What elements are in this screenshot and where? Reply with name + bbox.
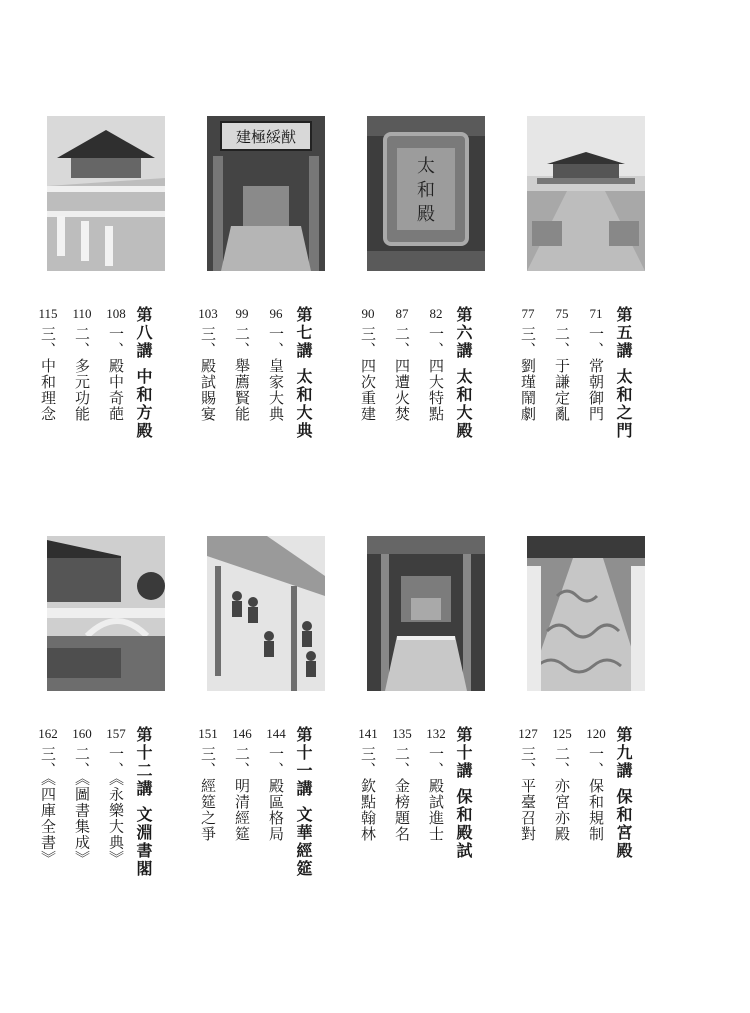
chapter-11-block (198, 536, 325, 936)
chapter-topic: 太和大典 (294, 368, 313, 440)
toc-entry[interactable] (421, 306, 455, 516)
toc-entry[interactable] (67, 726, 101, 936)
chapter-11-photo (207, 536, 325, 691)
page-number: 99 (235, 306, 249, 321)
library-pond-image (47, 536, 165, 691)
page-number: 132 (426, 726, 446, 741)
page-number: 127 (518, 726, 538, 741)
toc-entry[interactable] (513, 306, 547, 516)
gate-courtyard-image (527, 116, 645, 271)
entry-title: 三、中和理念 (39, 326, 57, 422)
page-number: 75 (555, 306, 569, 321)
page-number: 162 (38, 726, 58, 741)
chapter-10-entries (353, 726, 485, 936)
toc-entry[interactable] (353, 306, 387, 516)
page-number: 157 (106, 726, 126, 741)
toc-entry[interactable] (547, 306, 581, 516)
entry-title: 一、保和規制 (587, 746, 605, 842)
entry-title: 三、《四庫全書》 (39, 746, 57, 867)
chapter-9-block (518, 536, 645, 936)
toc-entry[interactable] (547, 726, 581, 936)
page-number: 141 (358, 726, 378, 741)
entry-title: 三、殿試賜宴 (199, 326, 217, 422)
entry-title: 三、平臺召對 (519, 746, 537, 842)
chapter-heading (135, 726, 165, 936)
entry-title: 二、多元功能 (73, 326, 91, 422)
throne-interior-image (367, 536, 485, 691)
chapter-11-entries (193, 726, 325, 936)
plaque-image (367, 116, 485, 271)
chapter-12-entries (33, 726, 165, 936)
pavilion-image (47, 116, 165, 271)
chapter-8-block (38, 116, 165, 516)
toc-entry[interactable] (33, 726, 67, 936)
chapter-5-entries (513, 306, 645, 516)
chapter-topic: 太和大殿 (454, 368, 473, 440)
entry-title: 三、四次重建 (359, 326, 377, 422)
chapter-7-block (198, 116, 325, 516)
chapter-number: 第十一講 (294, 726, 313, 798)
entry-title: 二、金榜題名 (393, 746, 411, 842)
toc-entry[interactable] (193, 726, 227, 936)
entry-title: 二、明清經筵 (233, 746, 251, 842)
plaque-char: 和 (417, 180, 435, 201)
page-number: 71 (589, 306, 603, 321)
chapter-7-photo (207, 116, 325, 271)
page-number: 160 (72, 726, 92, 741)
entry-title: 三、劉瑾鬧劇 (519, 326, 537, 422)
toc-entry[interactable] (513, 726, 547, 936)
chapter-12-block (38, 536, 165, 936)
entry-title: 二、亦宮亦殿 (553, 746, 571, 842)
chapter-5-photo (527, 116, 645, 271)
chapter-heading (135, 306, 165, 516)
chapter-9-photo (527, 536, 645, 691)
entry-title: 一、殿試進士 (427, 746, 445, 842)
toc-entry[interactable] (101, 726, 135, 936)
chapter-number: 第六講 (454, 306, 473, 360)
chapter-7-entries (193, 306, 325, 516)
page-number: 144 (266, 726, 286, 741)
chapter-6-photo (367, 116, 485, 271)
toc-entry[interactable] (581, 726, 615, 936)
chapter-number: 第十二講 (134, 726, 153, 798)
toc-entry[interactable] (101, 306, 135, 516)
chapter-heading (615, 306, 645, 516)
chapter-topic: 太和之門 (614, 368, 633, 440)
chapter-number: 第九講 (614, 726, 633, 780)
entry-title: 一、常朝御門 (587, 326, 605, 422)
page-number: 77 (521, 306, 535, 321)
toc-entry[interactable] (387, 726, 421, 936)
entry-title: 三、經筵之爭 (199, 746, 217, 842)
throne-hall-image (207, 116, 325, 271)
plaque-char: 太 (417, 156, 435, 177)
chapter-heading (455, 726, 485, 936)
page-number: 115 (38, 306, 58, 321)
toc-entry[interactable] (261, 306, 295, 516)
chapter-topic: 保和殿試 (454, 788, 473, 860)
chapter-topic: 中和方殿 (134, 368, 153, 440)
chapter-heading (295, 726, 325, 936)
entry-title: 一、《永樂大典》 (107, 746, 125, 867)
entry-title: 一、殿中奇葩 (107, 326, 125, 422)
page-number: 82 (429, 306, 443, 321)
page-number: 96 (269, 306, 283, 321)
entry-title: 一、四大特點 (427, 326, 445, 422)
page-number: 87 (395, 306, 409, 321)
chapter-number: 第八講 (134, 306, 153, 360)
page-number: 110 (72, 306, 92, 321)
chapter-10-block (358, 536, 485, 936)
chapter-heading (615, 726, 645, 936)
entry-title: 一、殿區格局 (267, 746, 285, 842)
chapter-heading (295, 306, 325, 516)
page-number: 120 (586, 726, 606, 741)
chapter-number: 第五講 (614, 306, 633, 360)
chapter-12-photo (47, 536, 165, 691)
toc-entry[interactable] (33, 306, 67, 516)
chapter-topic: 文華經筵 (294, 806, 313, 878)
plaque-char: 建極綏猷 (235, 128, 297, 146)
chapter-6-block (359, 116, 485, 516)
chapter-8-entries (33, 306, 165, 516)
plaque-char: 殿 (417, 204, 435, 225)
toc-entry[interactable] (193, 306, 227, 516)
page-number: 151 (198, 726, 218, 741)
lecture-painting-image (207, 536, 325, 691)
entry-title: 二、于謙定亂 (553, 326, 571, 422)
entry-title: 二、四遭火焚 (393, 326, 411, 422)
chapter-number: 第十講 (454, 726, 473, 780)
toc-entry[interactable] (353, 726, 387, 936)
chapter-6-entries (353, 306, 485, 516)
entry-title: 二、舉薦賢能 (233, 326, 251, 422)
entry-title: 一、皇家大典 (267, 326, 285, 422)
chapter-9-entries (513, 726, 645, 936)
chapter-8-photo (47, 116, 165, 271)
page-number: 146 (232, 726, 252, 741)
entry-title: 二、《圖書集成》 (73, 746, 91, 867)
chapter-number: 第七講 (294, 306, 313, 360)
toc-entry[interactable] (261, 726, 295, 936)
page-number: 90 (361, 306, 375, 321)
toc-entry[interactable] (581, 306, 615, 516)
page-number: 135 (392, 726, 412, 741)
toc-entry[interactable] (387, 306, 421, 516)
toc-entry[interactable] (421, 726, 455, 936)
chapter-5-block (519, 116, 645, 516)
toc-entry[interactable] (227, 726, 261, 936)
chapter-heading (455, 306, 485, 516)
chapter-topic: 文淵書閣 (134, 806, 153, 878)
chapter-topic: 保和宮殿 (614, 788, 633, 860)
entry-title: 三、欽點翰林 (359, 746, 377, 842)
chapter-10-photo (367, 536, 485, 691)
page-number: 108 (106, 306, 126, 321)
page-number: 103 (198, 306, 218, 321)
page-number: 125 (552, 726, 572, 741)
toc-entry[interactable] (67, 306, 101, 516)
carved-ramp-image (527, 536, 645, 691)
toc-entry[interactable] (227, 306, 261, 516)
